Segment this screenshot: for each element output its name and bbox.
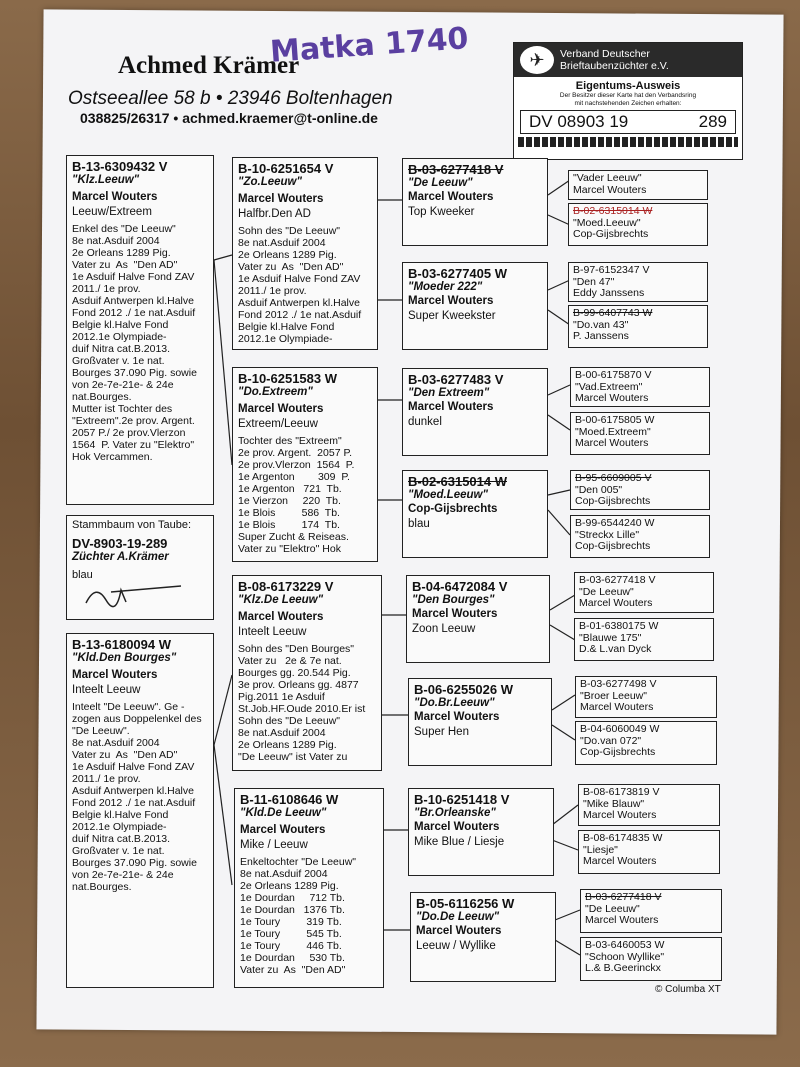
gen3-owner: Marcel Wouters [408,190,494,203]
gen4-name: "De Leeuw" [585,902,640,915]
handwritten-note: Matka 1740 [269,21,470,70]
breeder-address: Ostseeallee 58 b • 23946 Boltenhagen [68,88,393,109]
gen3-ring: B-04-6472084 V [412,579,508,594]
gen2-name: "Do.Extreem" [238,386,313,398]
gen3-name: "Br.Orleanske" [414,807,496,819]
gen4-owner: Cop-Gijsbrechts [580,746,656,758]
ring-suffix: 289 [698,112,727,131]
gen4-ring: B-00-6175805 W [575,414,655,426]
subject-breeder: Züchter A.Krämer [72,550,169,563]
gen3-card-7 [408,788,554,876]
gen2-performance: Sohn des "De Leeuw" 8e nat.Asduif 2004 2e Orleans 1289 Pig. Vater zu As "Den AD" 1e Asduif Halve Fond ZAV 2011./ 1e prov. Asduif Antwerpen kl.Halve Fond 2012 ./ 1e nat.Asduif Belgie kl.Halve Fond 2012.1e Olympiade- [238,224,362,345]
gen4-ring: B-95-6609005 V [575,472,652,484]
gen3-ring: B-10-6251418 V [414,792,510,807]
gen4-card-6 [570,412,710,455]
gen4-ring: B-02-6315014 W [573,205,653,217]
ownership-card-note-2: mit nachstehenden Zeichen erhalten: [574,99,682,107]
gen3-card-4 [402,470,548,558]
gen3-owner: Marcel Wouters [408,294,494,307]
gen4-owner: Marcel Wouters [573,183,647,196]
gen4-ring: B-01-6380175 W [579,620,659,632]
gen4-card-16 [580,937,722,981]
gen2-name: "Zo.Leeuw" [238,176,302,188]
gen3-card-2 [402,262,548,350]
gen4-card-15 [580,889,722,933]
gen4-name: "Broer Leeuw" [580,689,647,702]
gen3-name: "Den Bourges" [412,594,495,606]
subject-ring: DV-8903-19-289 [72,535,168,551]
gen2-ring: B-10-6251654 V [238,161,334,176]
gen3-name: "De Leeuw" [408,177,473,189]
org-line1: Verband Deutscher [560,48,650,60]
gen4-card-3 [568,262,708,302]
gen2-color: Extreem/Leeuw [238,417,318,430]
gen3-ring: B-03-6277405 W [408,266,507,281]
ring-prefix: DV 08903 19 [529,112,629,131]
gen4-card-2 [568,203,708,246]
gen4-card-10 [574,618,714,661]
gen3-color: Top Kweeker [408,205,475,218]
dam-color: Inteelt Leeuw [72,683,141,696]
gen4-ring: B-04-6060049 W [580,723,660,735]
gen2-card-4 [234,788,384,988]
gen3-owner: Marcel Wouters [408,400,494,413]
gen3-color: Mike Blue / Liesje [414,835,505,848]
gen3-card-8 [410,892,556,982]
software-credit: © Columba XT [655,984,721,995]
gen4-owner: Cop-Gijsbrechts [573,228,649,240]
gen2-ring: B-10-6251583 W [238,371,337,386]
pigeon-logo-icon: ✈ [520,46,554,74]
gen3-name: "Do.Br.Leeuw" [414,697,495,709]
gen4-name: "Moed.Extreem" [575,425,651,438]
gen4-owner: Cop-Gijsbrechts [575,495,651,507]
gen4-owner: Eddy Janssens [573,287,645,299]
dam-performance: Inteelt "De Leeuw". Ge - zogen aus Doppelenkel des "De Leeuw". 8e nat.Asduif 2004 Vater zu As "Den AD" 1e Asduif Halve Fond ZAV 2011./ 1e prov. Asduif Antwerpen kl.Halve Fond 2012 ./ 1e nat.Asduif Belgie kl.Halve Fond 2012.1e Olympiade- duif Nitra cat.B.2013. Großvater v. 1e nat. Bourges 37.090 Pig. sowie von 2e-7e-21e- & 24e nat.Bourges. [72,700,202,893]
gen3-card-1 [402,158,548,246]
gen4-ring: B-03-6277418 V [585,891,662,903]
gen4-card-12 [575,721,717,765]
gen3-ring: B-05-6116256 W [416,896,515,911]
gen4-ring: B-00-6175870 V [575,369,652,381]
gen2-owner: Marcel Wouters [238,402,324,415]
gen2-ring: B-08-6173229 V [238,579,334,594]
sire-performance: Enkel des "De Leeuw" 8e nat.Asduif 2004 2e Orleans 1289 Pig. Vater zu As "Den AD" 1e Asduif Halve Fond ZAV 2011./ 1e prov. Asduif Antwerpen kl.Halve Fond 2012 ./ 1e nat.Asduif Belgie kl.Halve Fond 2012.1e Olympiade- duif Nitra cat.B.2013. Großvater v. 1e nat. Bourges 37.090 Pig. sowie von 2e-7e-21e- & 24e nat.Bourges. Mutter ist Tochter des "Extreem".2e prov. Argent. 2057 P./ 2e prov.Vlerzon 1564 P. Vater zu "Elektro" Hok Vercammen. [72,222,197,463]
gen3-ring: B-03-6277483 V [408,372,504,387]
gen3-owner: Marcel Wouters [414,820,500,833]
gen4-owner: L.& B.Geerinckx [585,962,661,974]
sire-card [66,155,214,505]
gen3-name: "Do.De Leeuw" [416,911,500,923]
gen2-owner: Marcel Wouters [240,823,326,836]
gen3-color: blau [408,517,430,530]
gen2-owner: Marcel Wouters [238,192,324,205]
sire-ring: B-13-6309432 V [72,159,168,174]
gen4-card-1 [568,170,708,200]
gen4-owner: Marcel Wouters [585,914,659,926]
dam-owner: Marcel Wouters [72,668,158,681]
gen2-card-2 [232,367,378,562]
gen4-name: "De Leeuw" [579,585,634,598]
breeder-contact: 038825/26317 • achmed.kraemer@t-online.de [80,110,378,126]
dam-ring: B-13-6180094 W [72,637,171,652]
gen4-owner: D.& L.van Dyck [579,643,652,655]
gen4-ring: B-08-6174835 W [583,832,663,844]
gen3-owner: Cop-Gijsbrechts [408,502,498,515]
gen3-color: Super Hen [414,725,469,738]
gen3-card-3 [402,368,548,456]
ownership-card-title: Eigentums-Ausweis [575,80,681,92]
gen4-owner: Marcel Wouters [575,437,649,449]
org-line2: Brieftaubenzüchter e.V. [560,60,669,72]
gen3-name: "Den Extreem" [408,387,490,399]
gen4-card-9 [574,572,714,613]
gen4-name: "Blauwe 175" [579,631,642,644]
gen4-ring: B-99-6544240 W [575,517,655,529]
gen3-card-6 [408,678,552,766]
gen4-ring: B-03-6277498 V [580,678,657,690]
gen4-owner: Marcel Wouters [583,855,657,867]
gen3-card-5 [406,575,550,663]
gen3-name: "Moeder 222" [408,281,483,293]
gen3-ring: B-06-6255026 W [414,682,513,697]
gen3-owner: Marcel Wouters [414,710,500,723]
gen4-owner: Marcel Wouters [583,809,657,821]
gen2-card-1 [232,157,378,350]
gen4-ring: B-03-6277418 V [579,574,656,586]
gen3-color: Super Kweekster [408,309,496,322]
gen4-card-8 [570,515,710,558]
gen4-card-11 [575,676,717,718]
gen2-performance: Tochter des "Extreem" 2e prov. Argent. 2057 P. 2e prov.Vlerzon 1564 P. 1e Argenton 309 P. 1e Argenton 721 Tb. 1e Vierzon 220 Tb. 1e Blois 586 Tb. 1e Blois 174 Tb. Super Zucht & Reiseas. Vater zu "Elektro" Hok [238,434,355,555]
gen4-name: "Mike Blauw" [583,797,645,810]
gen3-color: Zoon Leeuw [412,622,476,635]
gen2-performance: Sohn des "Den Bourges" Vater zu 2e & 7e nat. Bourges gg. 20.544 Pig. 3e prov. Orleans gg. 4877 Pig.2011 1e Asduif St.Job.HF.Oude 2010.Er ist Sohn des "De Leeuw" 8e nat.Asduif 2004 2e Orleans 1289 Pig. "De Leeuw" ist Vater zu [238,642,366,763]
gen2-ring: B-11-6108646 W [240,792,339,807]
gen3-ring: B-02-6315014 W [408,474,507,489]
gen3-color: Leeuw / Wyllike [416,939,496,952]
gen4-name: "Vad.Extreem" [575,380,643,393]
gen4-name: "Schoon Wyllike" [585,950,665,963]
gen4-owner: Cop-Gijsbrechts [575,540,651,552]
gen2-name: "Kld.De Leeuw" [240,807,327,819]
sire-owner: Marcel Wouters [72,190,158,203]
gen4-name: "Den 005" [575,483,623,496]
gen3-owner: Marcel Wouters [412,607,498,620]
gen3-name: "Moed.Leeuw" [408,489,488,501]
gen2-color: Halfbr.Den AD [238,207,311,220]
subject-color: blau [72,569,93,581]
gen3-owner: Marcel Wouters [416,924,502,937]
gen4-owner: Marcel Wouters [579,597,653,609]
gen4-name: "Den 47" [573,275,615,288]
gen2-performance: Enkeltochter "De Leeuw" 8e nat.Asduif 2004 2e Orleans 1289 Pig. 1e Dourdan 712 Tb. 1e Dourdan 1376 Tb. 1e Toury 319 Tb. 1e Toury 545 Tb. 1e Toury 446 Tb. 1e Dourdan 530 Tb. Vater zu As "Den AD" [240,855,357,976]
ownership-card-note-1: Der Besitzer dieser Karte hat den Verbandsring [559,92,697,99]
gen4-name: "Do.van 072" [580,734,642,747]
gen4-owner: Marcel Wouters [575,392,649,404]
gen4-ring: B-99-6407743 W [573,307,653,319]
gen2-name: "Klz.De Leeuw" [238,594,324,606]
gen4-card-5 [570,367,710,407]
gen4-owner: Marcel Wouters [580,701,654,713]
breeder-name: Achmed Krämer [118,52,300,79]
gen2-color: Inteelt Leeuw [238,625,307,638]
gen2-card-3 [232,575,382,771]
gen4-card-13 [578,784,720,826]
gen3-ring: B-03-6277418 V [408,162,504,177]
handwritten-signature [81,578,191,608]
gen4-card-14 [578,830,720,874]
dam-name: "Kld.Den Bourges" [72,652,177,664]
gen4-owner: P. Janssens [573,330,629,342]
gen2-owner: Marcel Wouters [238,610,324,623]
gen4-name: "Vader Leeuw" [573,172,642,184]
gen4-name: "Moed.Leeuw" [573,216,641,229]
dam-card [66,633,214,988]
gen2-color: Mike / Leeuw [240,838,308,851]
sire-color: Leeuw/Extreem [72,205,152,218]
gen3-color: dunkel [408,415,442,428]
gen4-card-7 [570,470,710,510]
gen4-ring: B-97-6152347 V [573,264,650,276]
gen4-name: "Streckx Lille" [575,528,640,541]
subject-card [66,515,214,620]
gen4-ring: B-08-6173819 V [583,786,660,798]
gen4-name: "Liesje" [583,843,618,856]
subject-label: Stammbaum von Taube: [72,519,192,531]
gen4-card-4 [568,305,708,348]
sire-name: "Klz.Leeuw" [72,174,140,186]
gen4-name: "Do.van 43" [573,318,629,331]
gen4-ring: B-03-6460053 W [585,939,665,951]
